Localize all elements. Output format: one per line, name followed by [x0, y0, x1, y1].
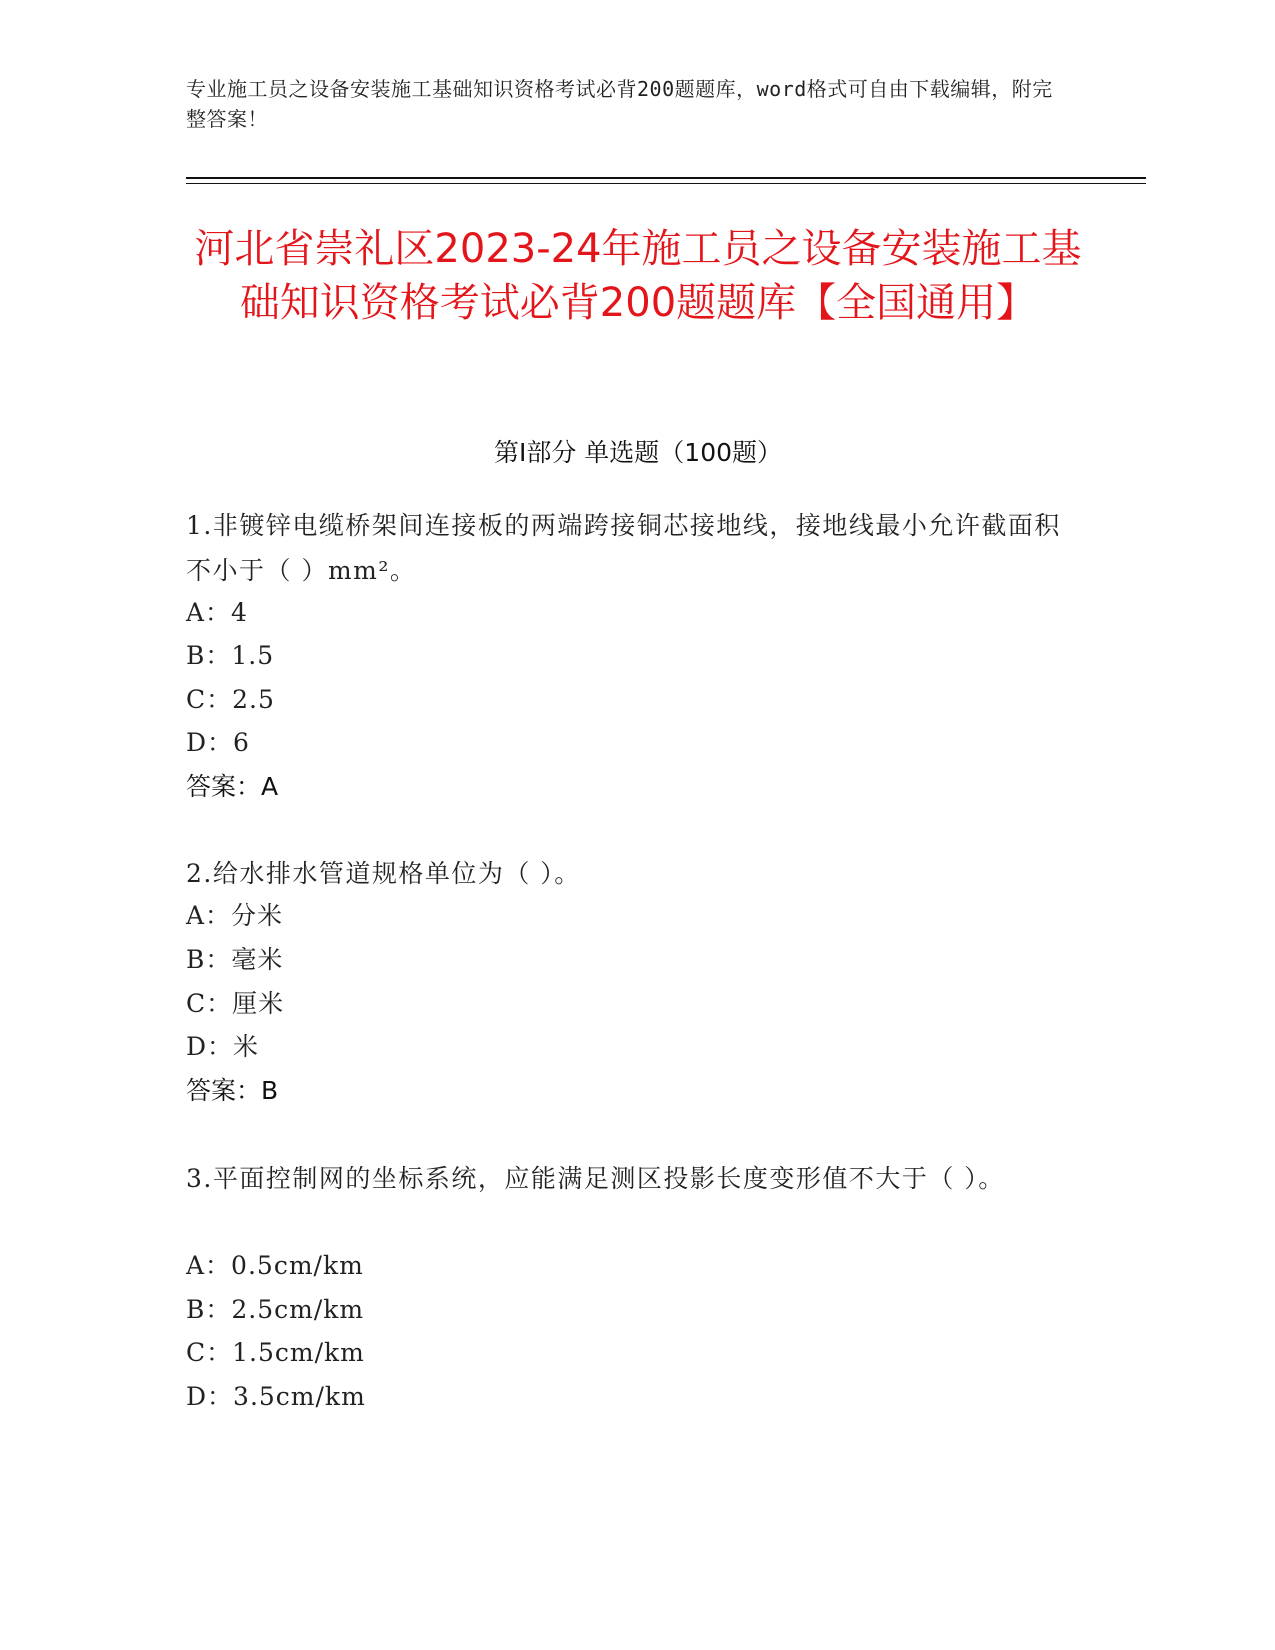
option-a: A：分米 [186, 901, 284, 930]
answer-label: 答案：B [186, 1076, 279, 1105]
option-a: A：0.5cm/km [186, 1251, 364, 1280]
option-c: C：厘米 [186, 989, 285, 1018]
document-title: 河北省崇礼区2023-24年施工员之设备安装施工基础知识资格考试必背200题题库【全国通用】 [194, 226, 1082, 326]
option-d: D：6 [186, 728, 250, 757]
option-b: B：毫米 [186, 945, 284, 974]
option-b: B：2.5cm/km [186, 1295, 365, 1324]
option-d: D：3.5cm/km [186, 1382, 366, 1411]
option-d: D：米 [186, 1032, 260, 1061]
option-c: C：1.5cm/km [186, 1338, 365, 1367]
option-c: C：2.5 [186, 685, 275, 714]
section-title: 第Ⅰ部分 单选题（100题） [493, 438, 783, 467]
header-note: 专业施工员之设备安装施工基础知识资格考试必背200题题库，word格式可自由下载编辑，附完整答案！ [186, 77, 1053, 131]
header-rule-thin [186, 183, 1146, 184]
option-b: B：1.5 [186, 641, 275, 670]
question-text: 1.非镀锌电缆桥架间连接板的两端跨接铜芯接地线，接地线最小允许截面积不小于（ ）mm²。 [186, 511, 1061, 585]
header-rule-thick [186, 177, 1146, 179]
question-text: 2.给水排水管道规格单位为（ ）。 [186, 859, 581, 888]
question-text: 3.平面控制网的坐标系统，应能满足测区投影长度变形值不大于（ ）。 [186, 1164, 1005, 1193]
answer-label: 答案：A [186, 772, 279, 801]
option-a: A：4 [186, 598, 248, 627]
